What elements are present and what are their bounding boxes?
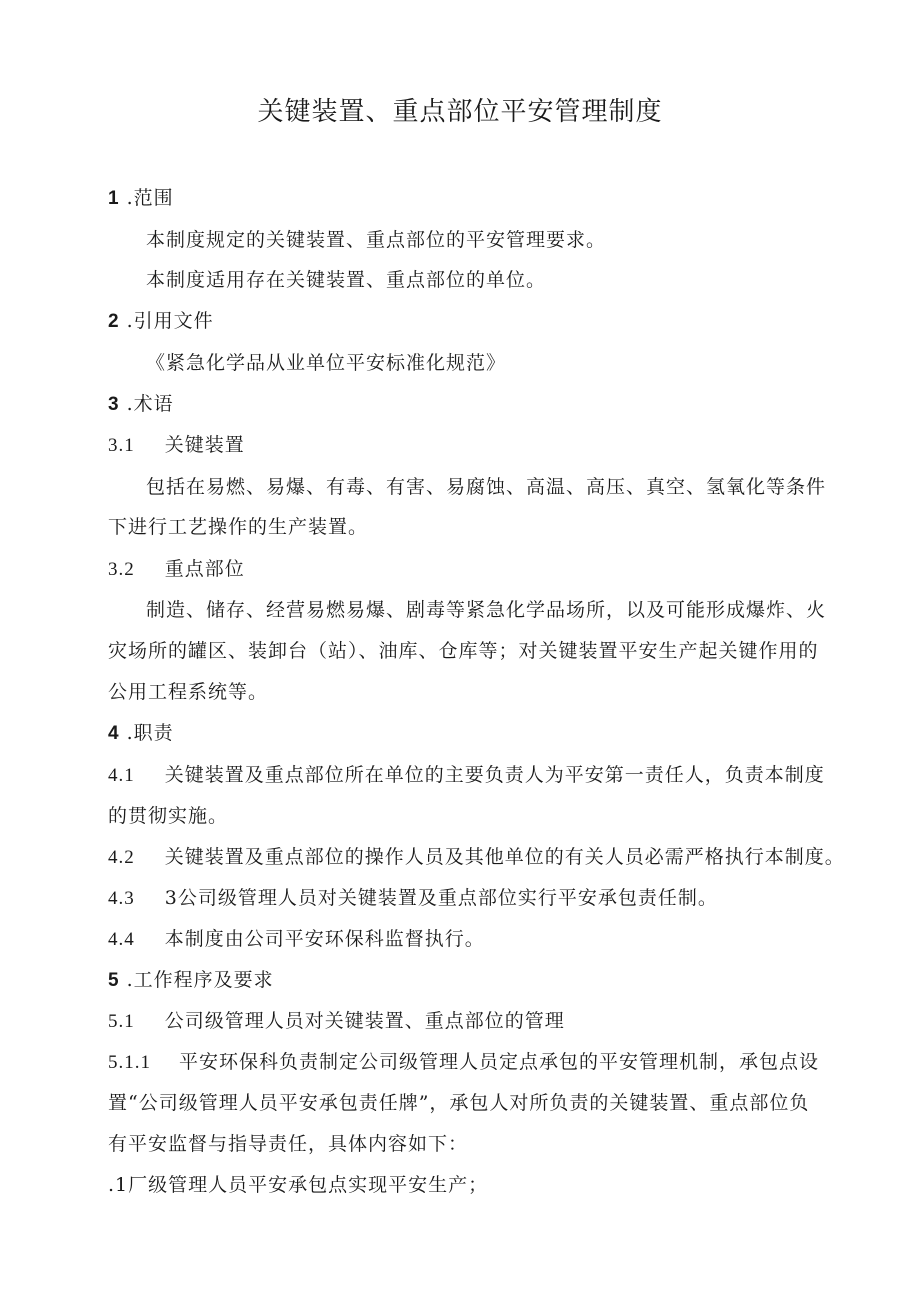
subsection-number: 4.1 xyxy=(108,765,135,786)
subsection-number: 4.4 xyxy=(108,929,135,950)
section-3-number: 3 xyxy=(108,394,120,415)
subsection-4-4 xyxy=(108,927,485,952)
paragraph: 本制度适用存在关键装置、重点部位的单位。 xyxy=(146,269,547,291)
section-3-heading xyxy=(108,392,174,417)
section-2-number: 2 xyxy=(108,311,120,332)
paragraph: 制造、储存、经营易燃易爆、剧毒等紧急化学品场所，以及可能形成爆炸、火 xyxy=(146,599,827,621)
paragraph: 公用工程系统等。 xyxy=(108,681,269,703)
subsection-number: 5.1.1 xyxy=(108,1052,151,1073)
paragraph: 灾场所的罐区、装卸台（站）、油库、仓库等；对关键装置平安生产起关键作用的 xyxy=(108,640,819,662)
paragraph: 《紧急化学品从业单位平安标准化规范》 xyxy=(146,352,507,374)
subsection-4-3 xyxy=(108,886,718,911)
subsection-5-1-1 xyxy=(108,1050,819,1075)
paragraph: 本制度规定的关键装置、重点部位的平安管理要求。 xyxy=(146,229,607,251)
subsection-text: 平安环保科负责制定公司级管理人员定点承包的平安管理机制，承包点设 xyxy=(179,1051,820,1073)
subsection-number: 5.1 xyxy=(108,1011,135,1032)
section-2-heading xyxy=(108,309,214,334)
subsection-text: 关键装置及重点部位所在单位的主要负责人为平安第一责任人，负责本制度 xyxy=(164,764,825,786)
subsection-number: 4.2 xyxy=(108,847,135,868)
section-4-heading xyxy=(108,721,174,746)
section-1-number: 1 xyxy=(108,188,120,209)
subsection-3-1 xyxy=(108,433,245,458)
section-5-heading xyxy=(108,968,274,993)
subsection-number: 4.3 xyxy=(108,888,135,909)
paragraph: 包括在易燃、易爆、有毒、有害、易腐蚀、高温、高压、真空、氢氧化等条件 xyxy=(146,476,827,498)
subsection-3-2 xyxy=(108,557,245,582)
subsection-number: 3.1 xyxy=(108,435,135,456)
subsection-5-1 xyxy=(108,1009,565,1034)
section-5-title: .工作程序及要求 xyxy=(126,969,274,991)
section-3-title: .术语 xyxy=(126,393,174,415)
subsection-number: 3.2 xyxy=(108,559,135,580)
paragraph: 置“公司级管理人员平安承包责任牌”，承包人对所负责的关键装置、重点部位负 xyxy=(108,1092,810,1114)
subsection-title: 关键装置 xyxy=(164,434,245,456)
subsection-text: 3公司级管理人员对关键装置及重点部位实行平安承包责任制。 xyxy=(164,887,718,909)
section-1-title: .范围 xyxy=(126,187,174,209)
paragraph: 下进行工艺操作的生产装置。 xyxy=(108,516,369,538)
document-title: 关键装置、重点部位平安管理制度 xyxy=(257,97,663,127)
subsection-title: 重点部位 xyxy=(164,558,245,580)
subsection-4-1 xyxy=(108,763,825,788)
paragraph: 有平安监督与指导责任，具体内容如下： xyxy=(108,1133,469,1155)
subsection-4-2 xyxy=(108,845,845,870)
section-1-heading xyxy=(108,186,174,211)
subsection-text: 关键装置及重点部位的操作人员及其他单位的有关人员必需严格执行本制度。 xyxy=(164,846,845,868)
section-2-title: .引用文件 xyxy=(126,310,214,332)
section-4-number: 4 xyxy=(108,723,120,744)
subsection-text: 本制度由公司平安环保科监督执行。 xyxy=(164,928,485,950)
section-4-title: .职责 xyxy=(126,722,174,744)
paragraph: 的贯彻实施。 xyxy=(108,805,229,827)
list-item: .1厂级管理人员平安承包点实现平安生产； xyxy=(108,1174,489,1196)
section-5-number: 5 xyxy=(108,970,120,991)
subsection-title: 公司级管理人员对关键装置、重点部位的管理 xyxy=(164,1010,565,1032)
